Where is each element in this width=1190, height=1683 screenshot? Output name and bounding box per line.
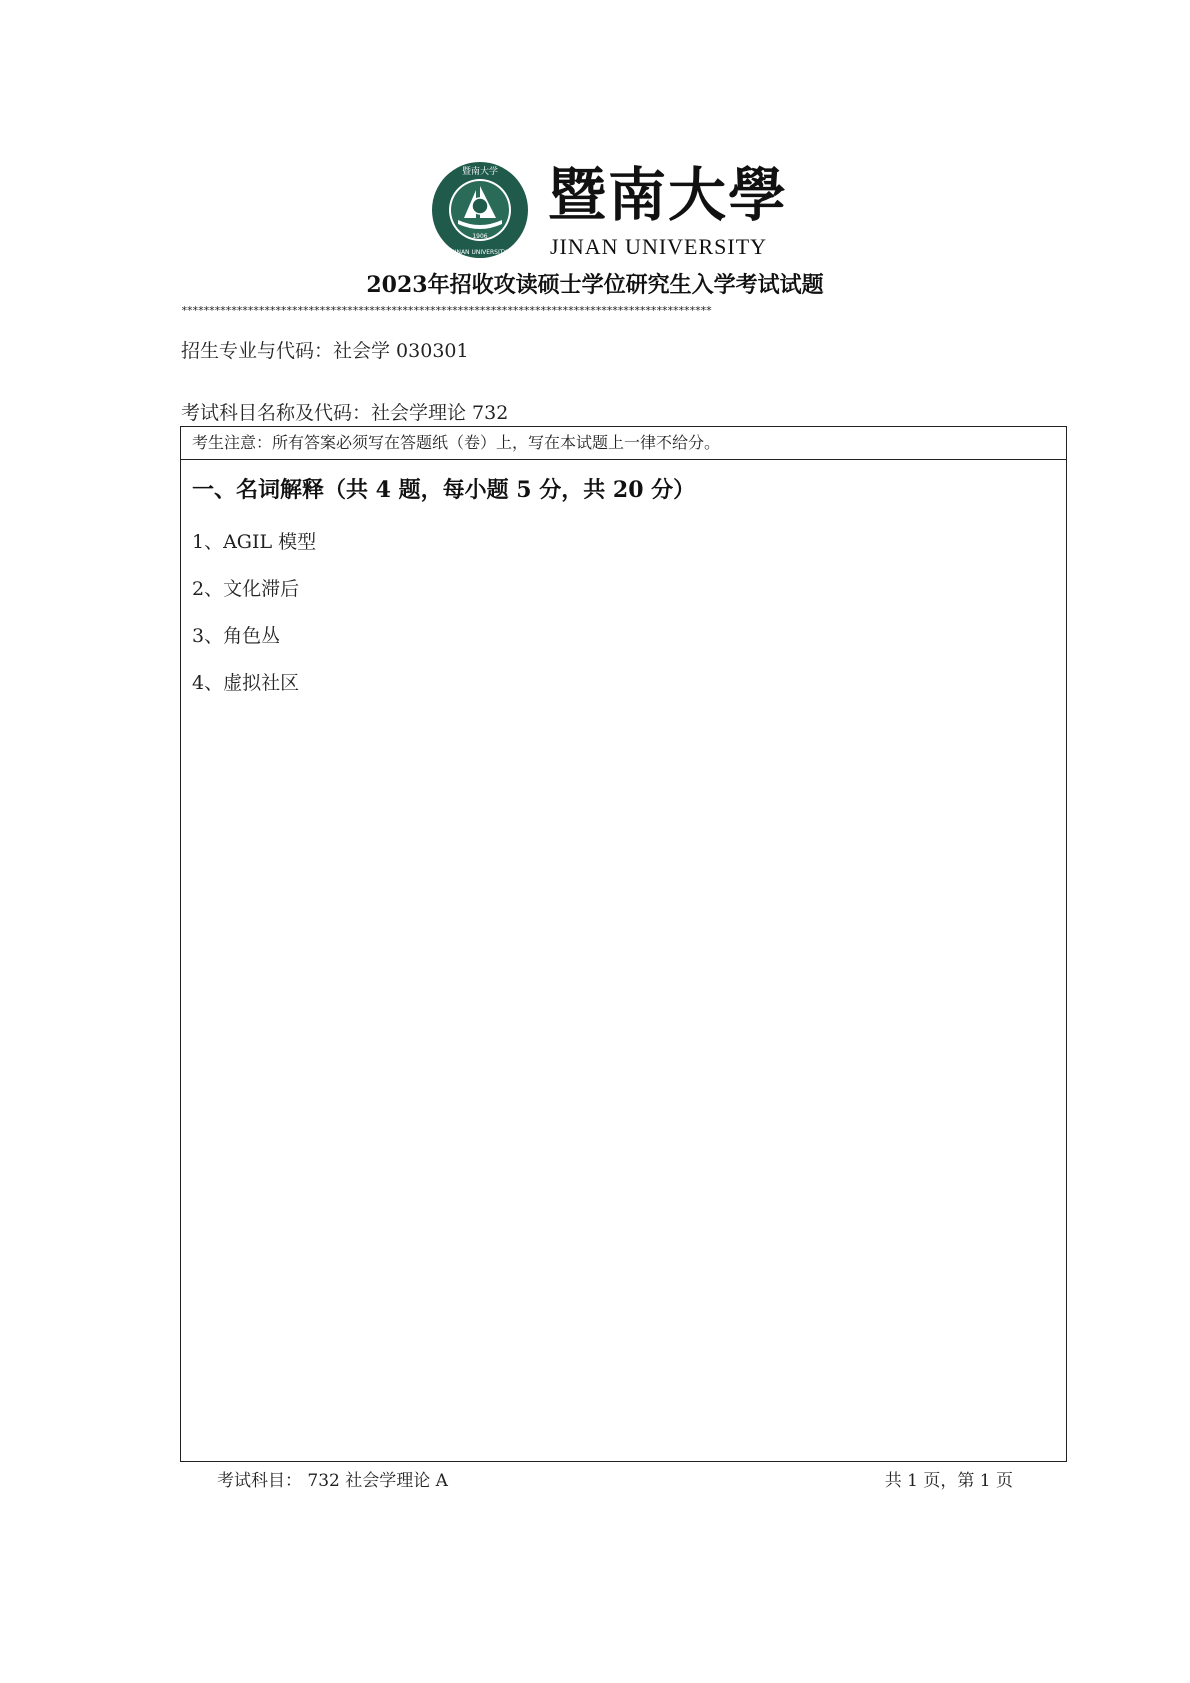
exam-title: 2023年招收攻读硕士学位研究生入学考试试题 [366,272,824,298]
subject-label: 考试科目名称及代码： [181,402,372,424]
seal-top-text: 暨南大学 [461,167,499,177]
major-label: 招生专业与代码： [181,340,334,362]
star-separator: ************************************************************************************************ [181,304,712,317]
major-value: 社会学 030301 [333,340,469,362]
university-logo [430,160,789,260]
footer-page-count: 共 1 页，第 1 页 [884,1471,1013,1491]
question-list [192,519,316,707]
question-item: 4、虚拟社区 [192,672,300,694]
subject-value: 社会学理论 732 [371,402,509,424]
subject-line [181,398,508,425]
question-item: 1、AGIL 模型 [192,531,317,553]
major-line [181,336,469,363]
seal-bottom-text: JINAN UNIVERSITY [452,249,508,256]
section-title: 一、名词解释（共 4 题，每小题 5 分，共 20 分） [192,477,696,503]
logo-english-name: JINAN UNIVERSITY [550,234,768,259]
question-item: 2、文化滞后 [192,578,300,600]
candidate-notice: 考生注意：所有答案必须写在答题纸（卷）上，写在本试题上一律不给分。 [181,427,1066,460]
question-box [180,426,1067,1462]
question-item: 3、角色丛 [192,625,281,647]
seal-year: 1906 [472,233,488,240]
footer-subject: 考试科目： 732 社会学理论 A [217,1471,448,1491]
logo-chinese-name: 暨南大學 [548,161,789,229]
university-seal-icon [430,160,530,260]
